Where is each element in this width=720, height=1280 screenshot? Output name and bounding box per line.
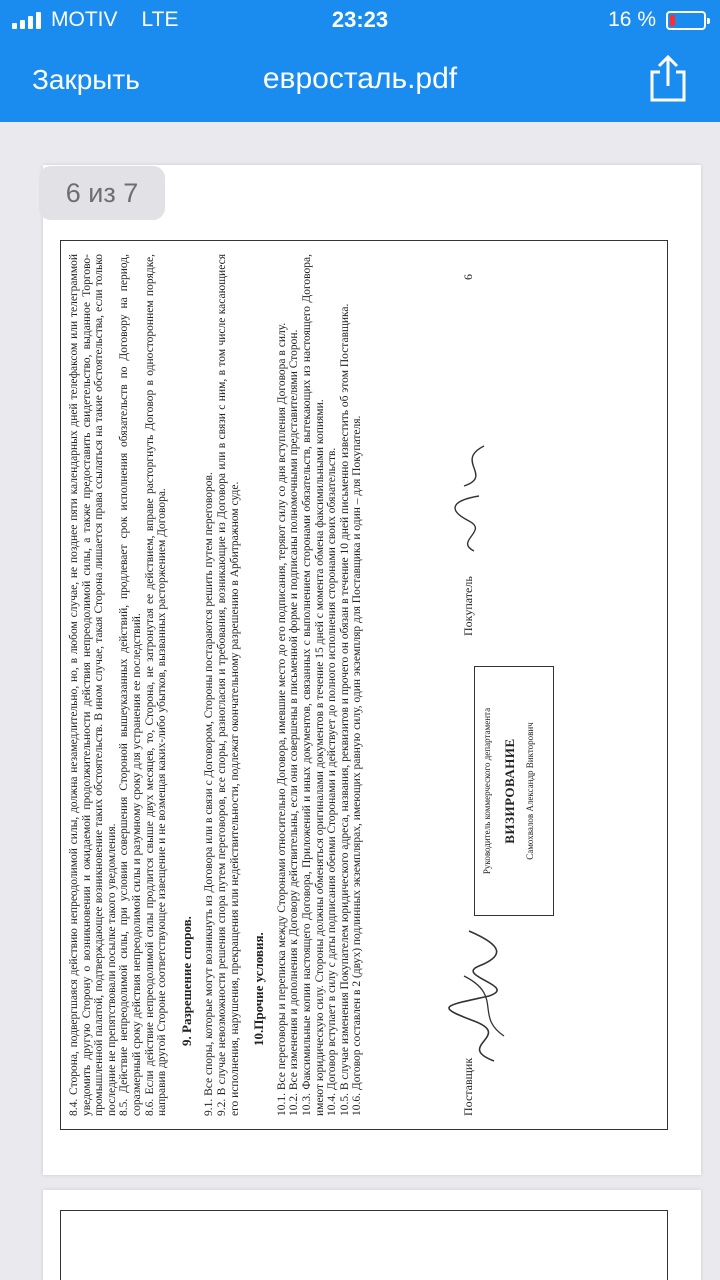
clause-10-3: 10.3. Факсимильные копии настоящего Договора, Приложений и иных документов, связанных с выполнением сторонами обязательств, вытекающих из настоящего Договора, имеют юридическую силу. Стороны должны обменяться оригиналами документов в течение 15 дней с момента обмена факсимильными копиями. (300, 254, 326, 1116)
clause-9-2: 9.2. В случае невозможности решения спора путем переговоров, все споры, разногласия и требования, возникающие из Договора или в связи с ним, в том числе касающиеся его исполнения, нарушения, прекращения или недействительности, подлежат окончательному разрешению в Арбитражном суде. (215, 254, 241, 1116)
stamp-header: Руководитель коммерческого департамента (482, 707, 492, 875)
supplier-signature (434, 926, 524, 1066)
section-9-heading: 9. Разрешение споров. (178, 916, 194, 1046)
clause-8-6: 8.6. Если действие непреодолимой силы продлится свыше двух месяцев, то, Сторона, не затронутая ее действием, вправе расторгнуть Договор в одностороннем порядке, направив другой Стороне соответствующее извещение и не возмещая каких-либо убытков, вызванных расторжением Договора. (143, 254, 169, 1116)
share-icon (646, 54, 690, 104)
pdf-page-next (43, 1190, 701, 1280)
clause-10-5: 10.5. В случае изменения Покупателем юридического адреса, названия, реквизитов и прочего он обязан в течение 10 дней письменно известить об этом Поставщика. (338, 303, 351, 1116)
clause-10-2: 10.2. Все изменения и дополнения к Договору действительны, если они совершены в письменной форме и подписаны полномочными представителями Сторон. (288, 329, 301, 1116)
top-bar (0, 0, 720, 122)
page-frame-next (60, 1210, 668, 1280)
clause-8-4: 8.4. Сторона, подвергшаяся действию непреодолимой силы, должна незамедлительно, но, в любом случае, не позднее пяти календарных дней телефаксом или телеграммой уведомить другую Сторону о возникновении и ожидаемой продолжительности действия непреодолимой силы, а также предоставить свидетельство, выданное Торгово-промышленной палатой, подтверждающее возникновение таких обстоятельств. В ином случае, такая Сторона лишается права ссылаться на такие обстоятельства, если только последние не препятствовали посылке такого уведомления. (68, 254, 118, 1116)
stamp-title: ВИЗИРОВАНИЕ (501, 738, 517, 844)
document-title: евросталь.pdf (262, 62, 458, 95)
page-number: 6 (461, 274, 475, 280)
share-button[interactable] (646, 54, 690, 104)
clause-10-6: 10.6. Договор составлен в 2 (двух) подлинных экземплярах, имеющих равную силу, один экземпляр для Поставщика и один – для Покупателя. (351, 415, 364, 1116)
stamp-name: Самохвалов Александр Викторович (525, 722, 536, 860)
battery-percent: 16 % (608, 8, 656, 31)
clause-8-5: 8.5. Действие непреодолимой силы, при условии совершения Стороной вышеуказанных действий, продлевает срок исполнения обязательств по Договору на период, соразмерный сроку действия непреодолимой силы и разумному сроку для устранения ее последствий. (118, 254, 143, 1116)
carrier-label: MOTIV (51, 8, 118, 31)
clause-9-1: 9.1. Все споры, которые могут возникнуть из Договора или в связи с Договором, Стороны постараются решить путем переговоров. (203, 472, 216, 1116)
clause-10-1: 10.1. Все переговоры и переписка между Сторонами относительно Договора, имевшие место до его подписания, теряют силу со дня вступления Договора в силу. (275, 322, 288, 1116)
network-label: LTE (141, 8, 179, 31)
signature-block (454, 254, 654, 1116)
buyer-label: Покупатель (461, 576, 475, 636)
status-right (608, 8, 706, 32)
page-indicator: 6 из 7 (39, 166, 165, 220)
section-10-heading: 10.Прочие условия. (251, 932, 267, 1046)
battery-icon (666, 11, 706, 30)
approval-stamp (474, 666, 554, 916)
status-time: 23:23 (331, 7, 389, 32)
nav-bar (0, 40, 720, 122)
clause-10-4: 10.4. Договор вступает в силу с даты подписания обеими Сторонами и действует до полного исполнения сторонами своих обязательств. (326, 447, 339, 1116)
supplier-label: Поставщик (461, 1057, 475, 1116)
close-button[interactable]: Закрыть (32, 64, 140, 95)
page-content (60, 240, 668, 1130)
status-bar (0, 0, 720, 40)
buyer-signature (444, 436, 504, 556)
